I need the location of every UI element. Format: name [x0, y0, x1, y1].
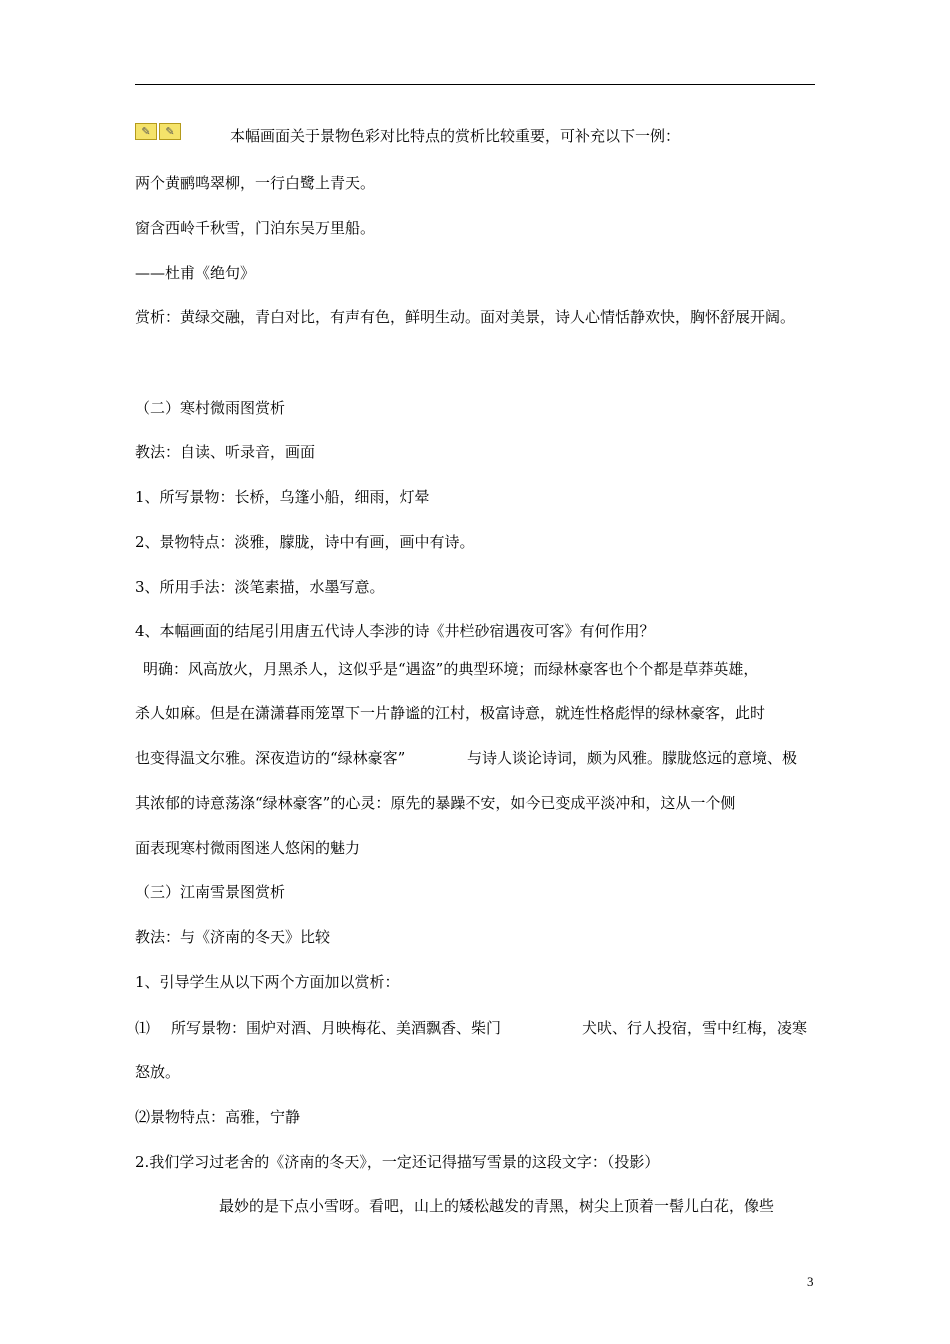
appreciation-text: 赏析：黄绿交融，青白对比，有声有色，鲜明生动。面对美景，诗人心情恬静欢快，胸怀舒展开阔。: [135, 308, 796, 326]
paragraph: 1、引导学生从以下两个方面加以赏析：: [135, 973, 400, 991]
header-rule: [135, 84, 815, 85]
paragraph: 犬吠、行人投宿，雪中红梅，凌寒: [582, 1019, 808, 1037]
paragraph: 其浓郁的诗意荡涤“绿林豪客”的心灵：原先的暴躁不安，如今已变成平淡冲和，这从一个侧: [135, 794, 736, 812]
paragraph: 所写景物：围炉对酒、月映梅花、美酒飘香、柴门: [171, 1019, 502, 1037]
paragraph: 怒放。: [135, 1063, 181, 1081]
paragraph: 2.我们学习过老舍的《济南的冬天》，一定还记得描写雪景的这段文字：（投影）: [135, 1153, 660, 1171]
paragraph: 2、景物特点：淡雅，朦胧，诗中有画，画中有诗。: [135, 533, 475, 551]
paragraph: 杀人如麻。但是在潇潇暮雨笼罩下一片静谧的江村，极富诗意，就连性格彪悍的绿林豪客，此时: [135, 704, 766, 722]
section-heading: （二）寒村微雨图赏析: [135, 399, 286, 417]
quoted-passage: 最妙的是下点小雪呀。看吧，山上的矮松越发的青黑，树尖上顶着一髻儿白花，像些: [219, 1197, 775, 1215]
paragraph: 明确：风高放火，月黑杀人，这似乎是“遇盗”的典型环境；而绿林豪客也个个都是草莽英雄，: [143, 660, 759, 678]
paragraph: 3、所用手法：淡笔素描，水墨写意。: [135, 578, 385, 596]
paragraph: 教法：与《济南的冬天》比较: [135, 928, 331, 946]
note-icon-group: [135, 123, 181, 139]
paragraph: 教法：自读、听录音，画面: [135, 443, 316, 461]
list-marker: ⑴: [135, 1019, 151, 1037]
pencil-note-icon: ✎: [135, 123, 157, 140]
page-number: 3: [807, 1274, 814, 1289]
pencil-note-icon: ✎: [159, 123, 181, 140]
paragraph: 面表现寒村微雨图迷人悠闲的魅力: [135, 839, 361, 857]
note-text: 本幅画面关于景物色彩对比特点的赏析比较重要，可补充以下一例：: [230, 127, 681, 145]
poem-line: 两个黄鹂鸣翠柳，一行白鹭上青天。: [135, 174, 376, 192]
paragraph: 与诗人谈论诗词，颇为风雅。朦胧悠远的意境、极: [467, 749, 798, 767]
poem-attribution: ——杜甫《绝句》: [135, 264, 256, 282]
section-heading: （三）江南雪景图赏析: [135, 883, 286, 901]
poem-line: 窗含西岭千秋雪，门泊东吴万里船。: [135, 219, 376, 237]
paragraph: 1、所写景物：长桥，乌篷小船，细雨，灯晕: [135, 488, 430, 506]
paragraph: 也变得温文尔雅。深夜造访的“绿林豪客”: [135, 749, 406, 767]
paragraph: 4、本幅画面的结尾引用唐五代诗人李涉的诗《井栏砂宿遇夜可客》有何作用？: [135, 622, 655, 640]
paragraph: ⑵景物特点：高雅，宁静: [135, 1108, 301, 1126]
